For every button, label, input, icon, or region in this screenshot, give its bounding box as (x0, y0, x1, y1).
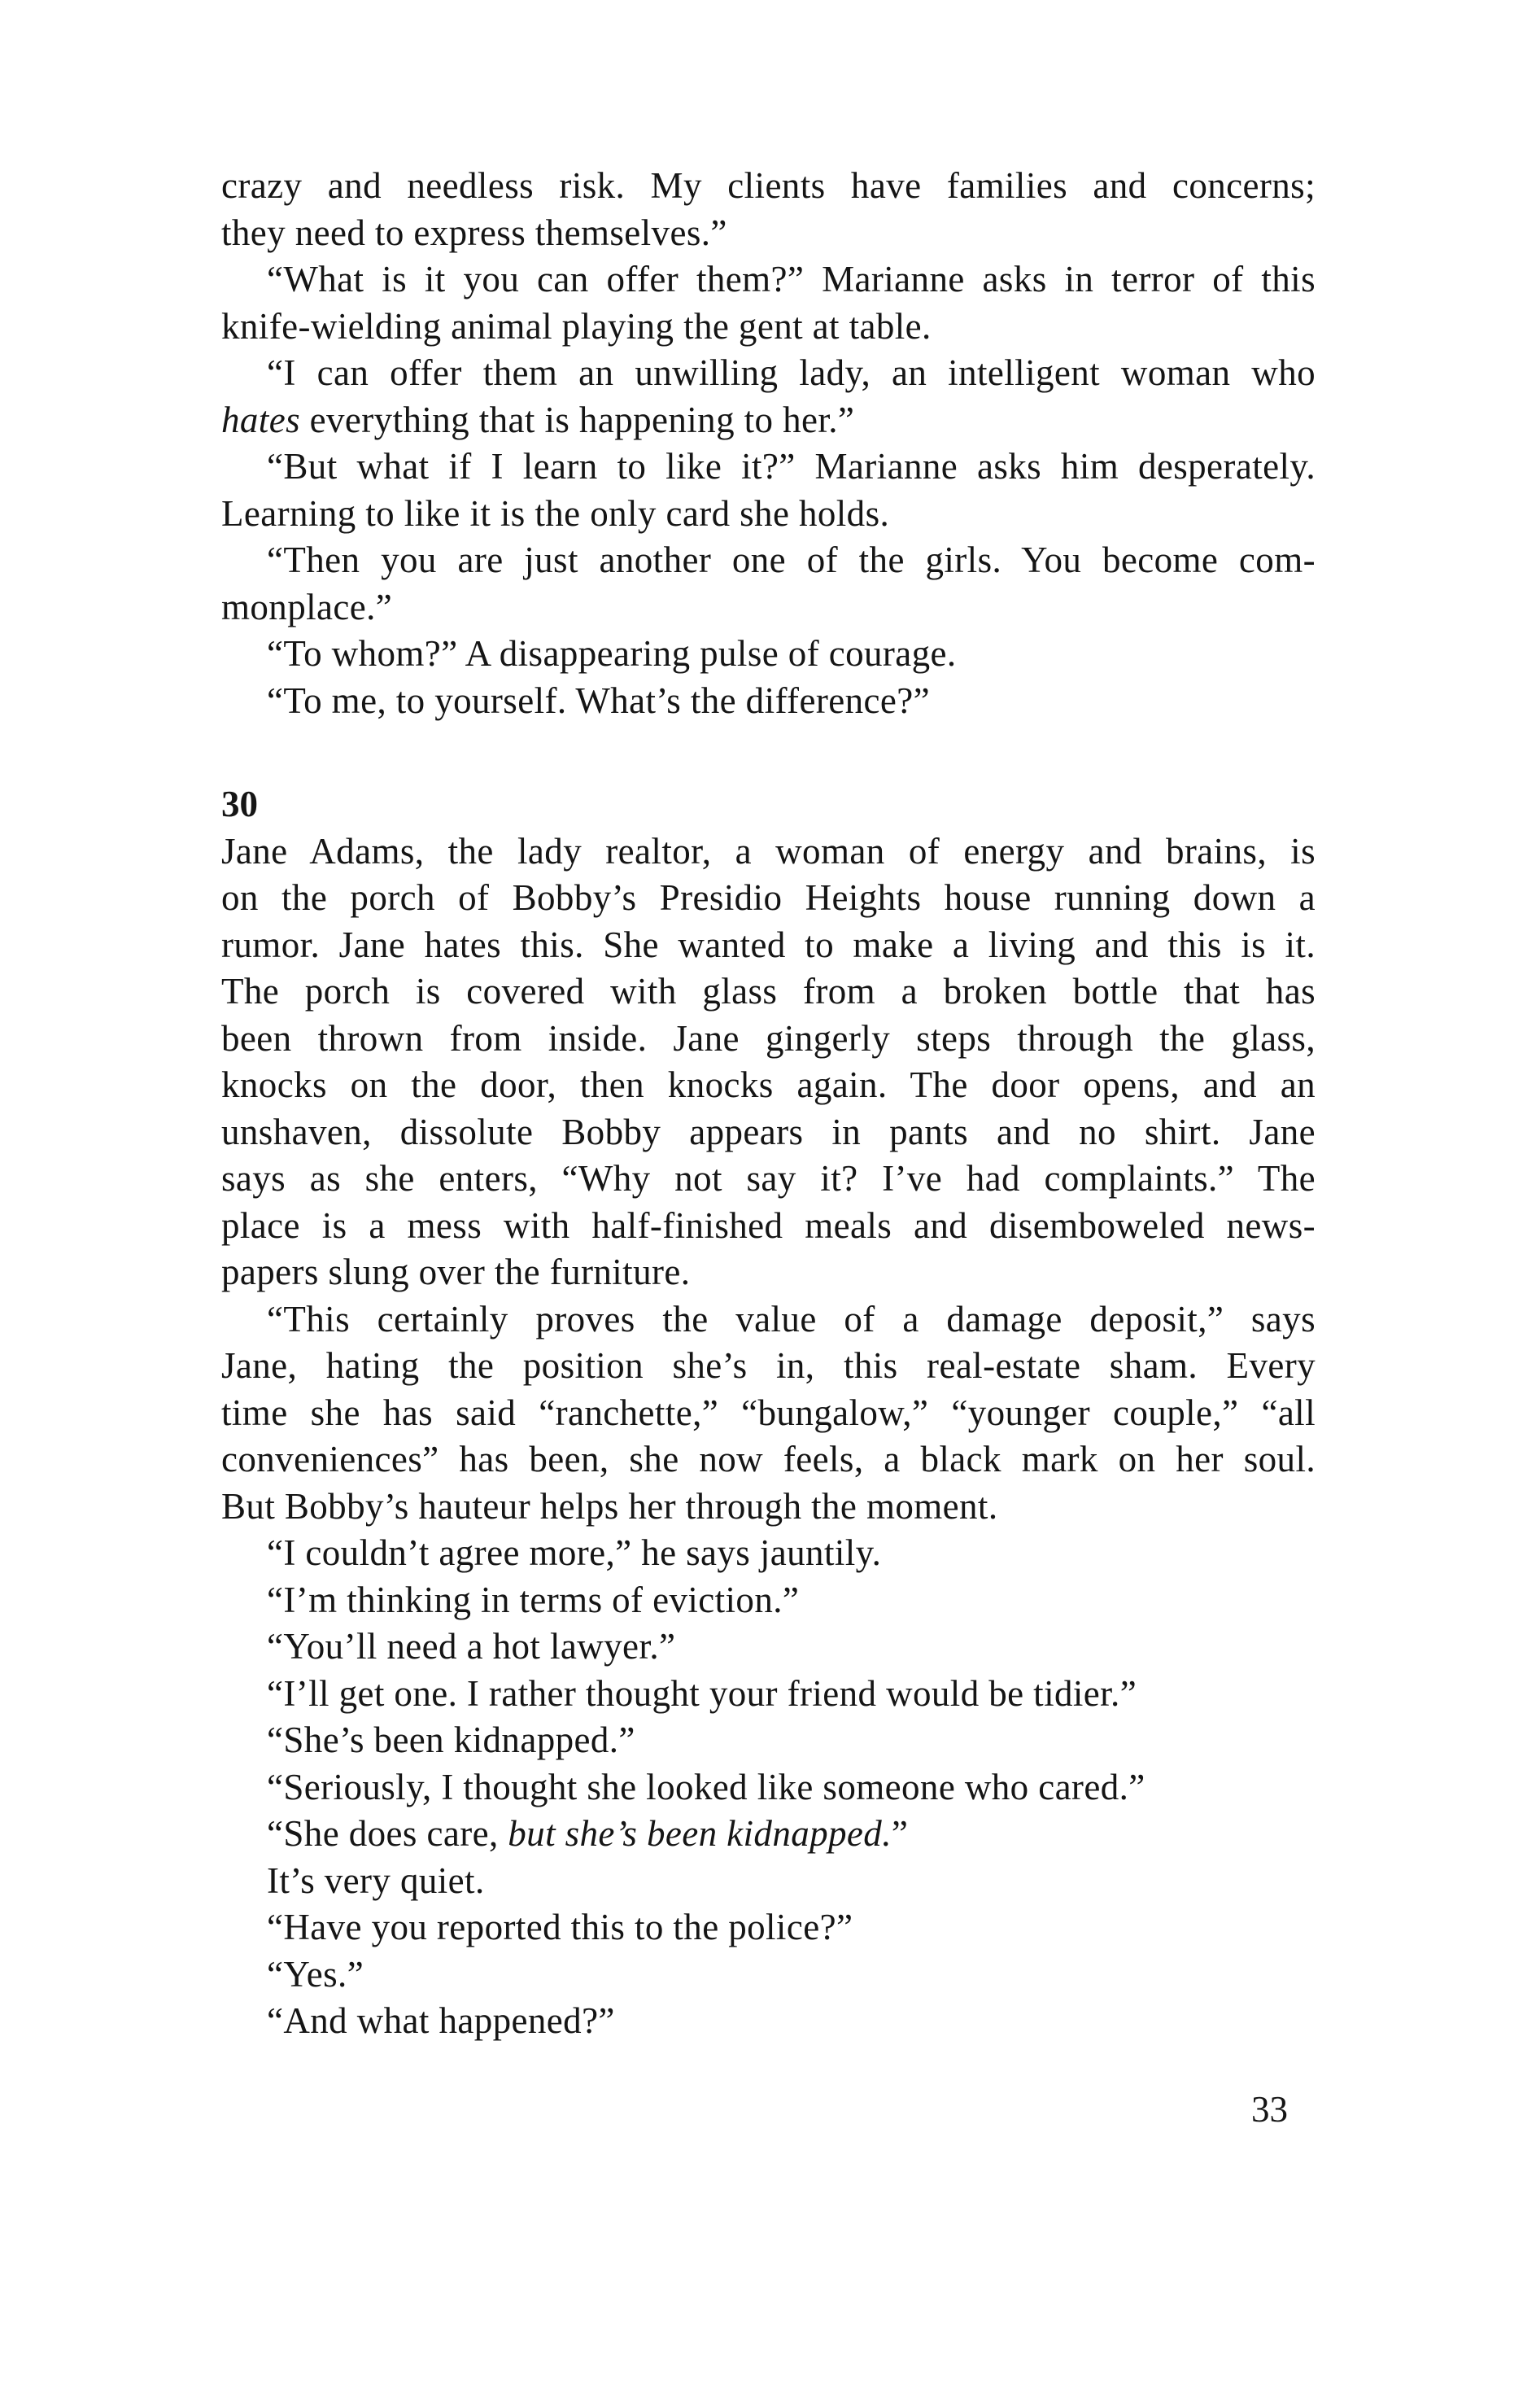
text-line: It’s very quiet. (267, 1860, 485, 1901)
text-line: crazy and needless risk. My clients have families and concerns; (221, 165, 1316, 206)
text-line: “This certainly proves the value of a damage deposit,” says (267, 1298, 1316, 1339)
text-line: “What is it you can offer them?” Marianne asks in terror of this (267, 259, 1316, 299)
italic-text: hates (221, 399, 300, 440)
page-number: 33 (1251, 2089, 1288, 2130)
text-line: “Yes.” (267, 1953, 364, 1995)
text-line: conveniences” has been, she now feels, a black mark on her soul. (221, 1439, 1316, 1479)
text-line: monplace.” (221, 586, 393, 627)
text-line: Jane Adams, the lady realtor, a woman of energy and brains, is (221, 830, 1316, 872)
text-line: “I’ll get one. I rather thought your friend would be tidier.” (267, 1672, 1137, 1714)
text-line: knocks on the door, then knocks again. The door opens, and an (221, 1064, 1316, 1105)
text-line: says as she enters, “Why not say it? I’ve had complaints.” The (221, 1158, 1316, 1199)
text-line: “To me, to yourself. What’s the difference?” (267, 680, 930, 721)
text-line: time she has said “ranchette,” “bungalow,” “younger couple,” “all (221, 1392, 1316, 1433)
section-30 (221, 781, 1316, 2045)
text-line: “You’ll need a hot lawyer.” (267, 1626, 676, 1667)
text-line: “She’s been kidnapped.” (267, 1720, 635, 1760)
text-line: “I’m thinking in terms of eviction.” (267, 1579, 800, 1620)
section-body (221, 828, 1316, 2045)
text-line: “To whom?” A disappearing pulse of courage. (267, 633, 957, 674)
text-line: rumor. Jane hates this. She wanted to make a living and this is it. (221, 924, 1316, 965)
text-line: “I can offer them an unwilling lady, an intelligent woman who (267, 352, 1316, 393)
text-line: But Bobby’s hauteur helps her through the moment. (221, 1485, 998, 1527)
section-number: 30 (221, 784, 258, 824)
text-line: on the porch of Bobby’s Presidio Heights house running down a (221, 877, 1316, 918)
italic-text: but she’s been kidnapped. (508, 1813, 892, 1854)
text-line: “Then you are just another one of the girls. You become com- (267, 540, 1316, 580)
text-line: Learning to like it is the only card she holds. (221, 492, 890, 534)
text-line: knife-wielding animal playing the gent at table. (221, 305, 932, 347)
text-line: The porch is covered with glass from a broken bottle that has (221, 971, 1316, 1012)
text-line: been thrown from inside. Jane gingerly steps through the glass, (221, 1017, 1316, 1059)
text-line: “And what happened?” (267, 2000, 615, 2041)
text-line: Jane, hating the position she’s in, this real-estate sham. Every (221, 1345, 1316, 1386)
text-line: “She does care, but she’s been kidnapped.” (267, 1813, 909, 1854)
text-line: “I couldn’t agree more,” he says jauntily. (267, 1532, 882, 1573)
text-line: papers slung over the furniture. (221, 1252, 691, 1292)
text-line: “Seriously, I thought she looked like someone who cared.” (267, 1766, 1145, 1807)
text-line: hates everything that is happening to her.” (221, 399, 855, 440)
continuing-text (221, 163, 1316, 724)
text-line: “Have you reported this to the police?” (267, 1907, 853, 1947)
text-line: “But what if I learn to like it?” Marianne asks him desperately. (267, 446, 1316, 487)
text-line: unshaven, dissolute Bobby appears in pants and no shirt. Jane (221, 1111, 1316, 1152)
text-line: place is a mess with half-finished meals and disemboweled news- (221, 1204, 1316, 1246)
text-line: they need to express themselves.” (221, 212, 727, 253)
